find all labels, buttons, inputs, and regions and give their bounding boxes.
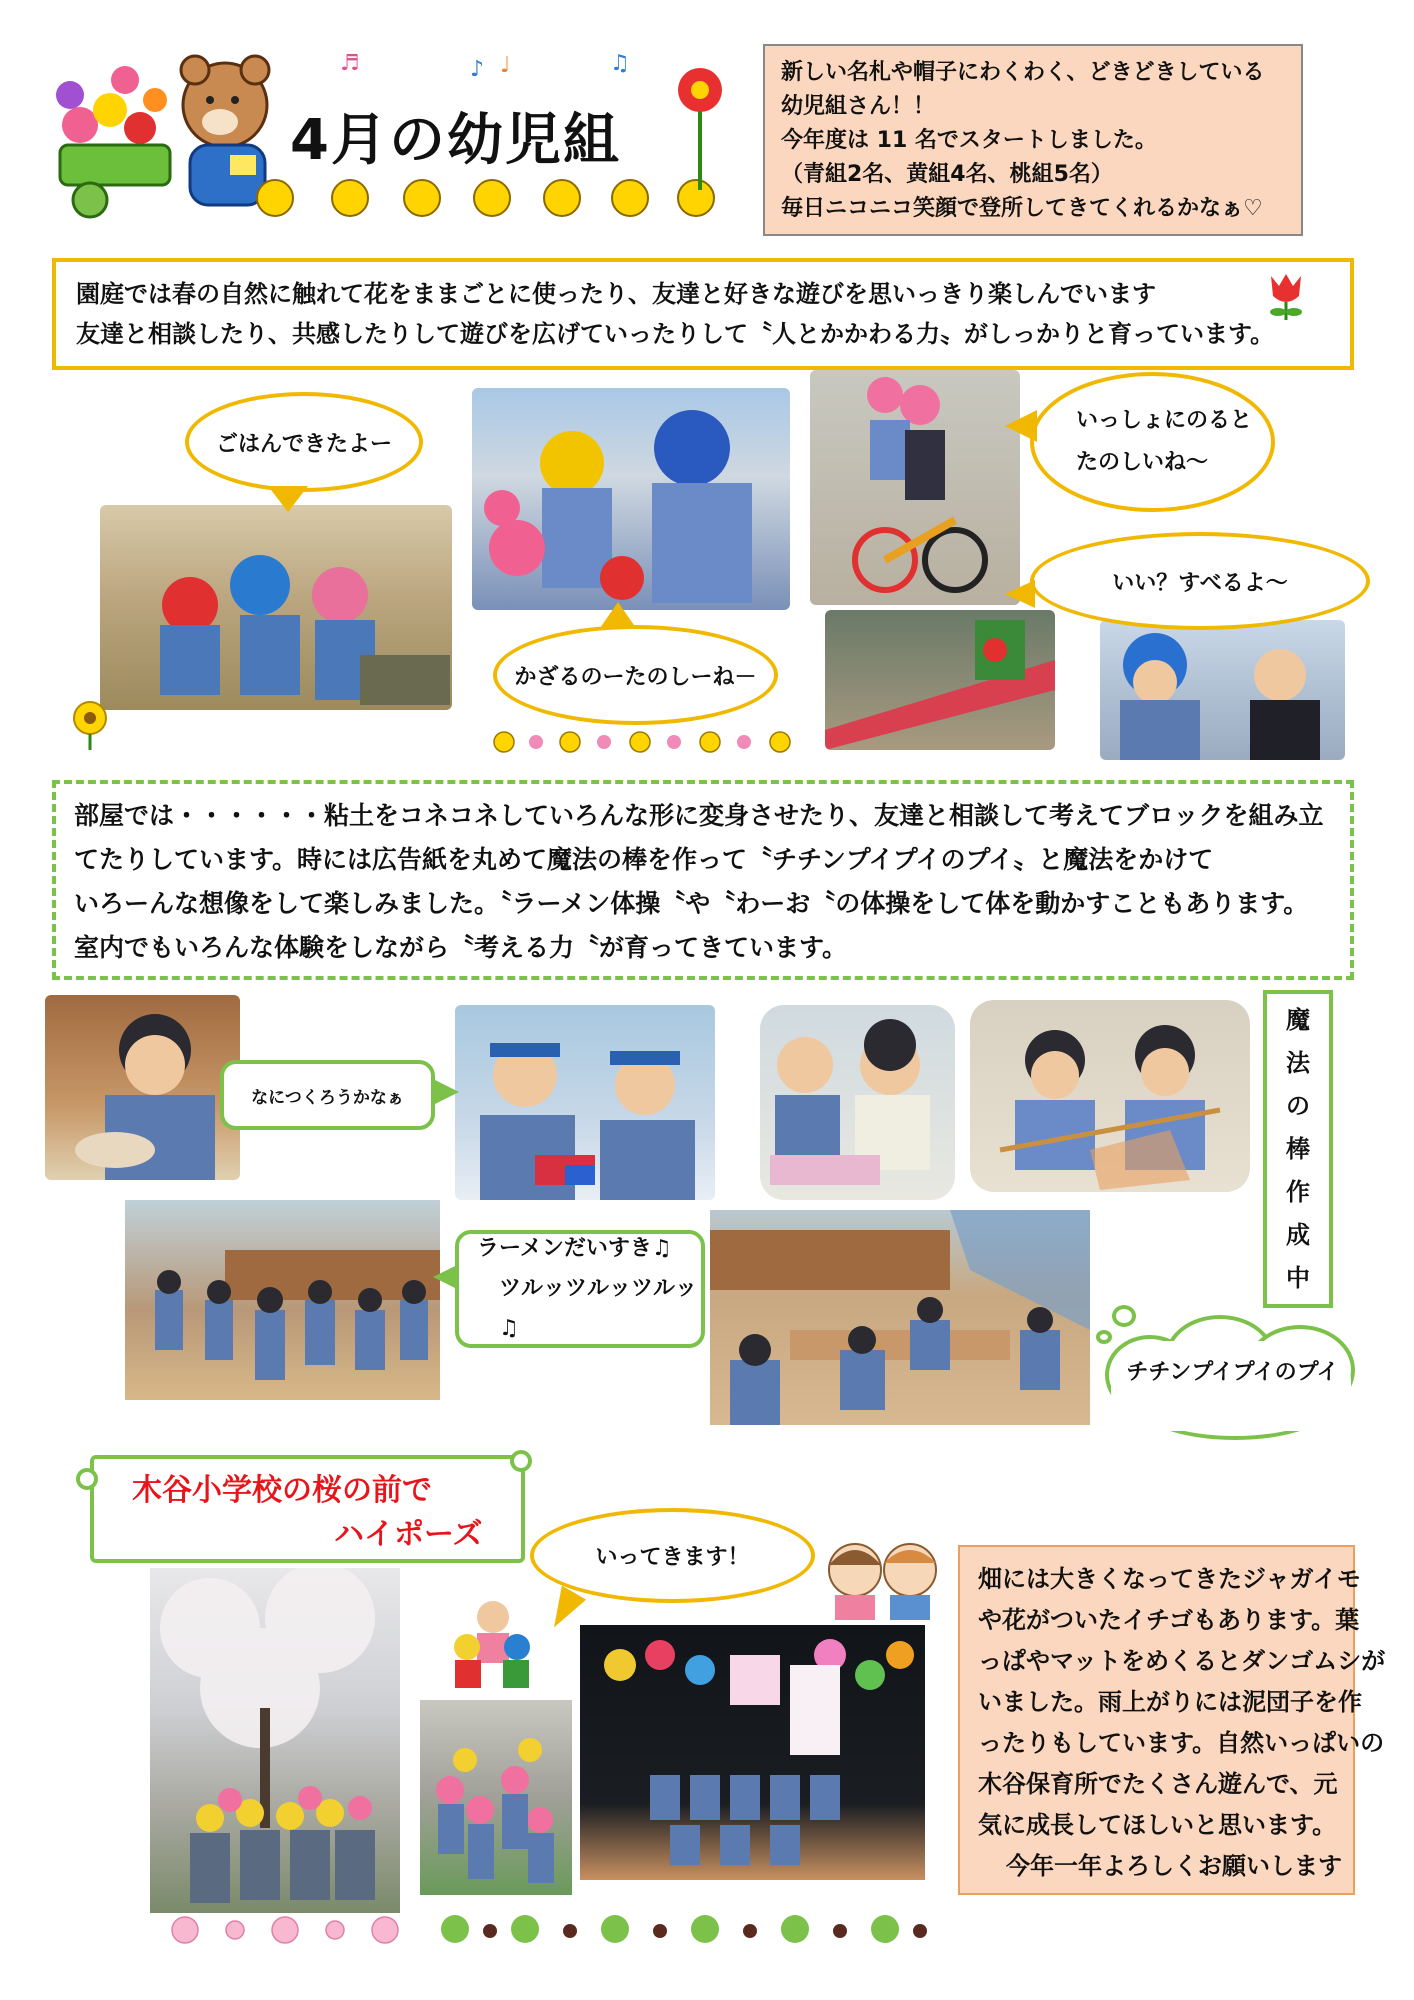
bubble-issho-line2: たのしいね～ bbox=[1076, 450, 1209, 475]
bubble-nani-text: なにつくろうかなぁ bbox=[251, 1087, 404, 1108]
bubble-tail bbox=[268, 486, 308, 512]
bubble-ramen-line2: ツルッツルッツルッ♫ bbox=[499, 1276, 698, 1341]
intro-line: 今年度は 11 名でスタートしました。 bbox=[781, 128, 1157, 153]
bubble-issho bbox=[1030, 372, 1275, 512]
sunflower-icon bbox=[68, 700, 112, 750]
vertical-char: 法 bbox=[1286, 1048, 1310, 1077]
intro-line: 毎日ニコニコ笑顔で登所してきてくれるかなぁ♡ bbox=[781, 196, 1263, 221]
photo-slide bbox=[825, 610, 1055, 750]
field-line: 今年一年よろしくお願いします bbox=[1006, 1852, 1342, 1880]
vertical-char: 棒 bbox=[1286, 1134, 1310, 1163]
room-line: 部屋では・・・・・・粘土をコネコネしていろんな形に変身させたり、友達と相談して考えてブロックを組み立 bbox=[74, 801, 1324, 830]
room-text-box bbox=[52, 780, 1354, 980]
sakura-title-line2: ハイポーズ bbox=[334, 1517, 483, 1552]
svg-text:♬: ♬ bbox=[340, 51, 360, 76]
kids-hats-illustration bbox=[445, 1595, 540, 1690]
sakura-title-line1: 木谷小学校の桜の前で bbox=[132, 1473, 432, 1508]
photo-classroom-tables bbox=[710, 1210, 1090, 1425]
sakura-ribbon bbox=[90, 1455, 525, 1563]
vertical-char: 成 bbox=[1286, 1220, 1310, 1249]
bubble-ramen-line1: ラーメンだいすき♫ bbox=[477, 1236, 672, 1261]
field-text-box bbox=[958, 1545, 1386, 1895]
photo-smiling-kids bbox=[1100, 620, 1345, 760]
vertical-char: 魔 bbox=[1286, 1005, 1310, 1034]
bubble-kazaru bbox=[493, 625, 778, 725]
bubble-ittekimasu bbox=[530, 1508, 815, 1603]
photo-walking bbox=[420, 1700, 572, 1895]
page-title: 4月の幼児組 bbox=[290, 108, 621, 173]
photo-ramen-exercise bbox=[125, 1200, 440, 1400]
sakura-petal-border bbox=[165, 1912, 405, 1948]
photo-flowers bbox=[472, 388, 790, 610]
clover-ant-border bbox=[435, 1905, 935, 1953]
intro-line: （青組2名、黄組4名、桃組5名） bbox=[781, 162, 1113, 187]
bubble-ramen bbox=[455, 1230, 705, 1348]
intro-box bbox=[763, 44, 1303, 236]
cloud-bubble-chichin bbox=[1095, 1305, 1370, 1440]
bubble-tail bbox=[435, 1080, 459, 1104]
field-line: いました。雨上がりには泥団子を作 bbox=[978, 1688, 1362, 1716]
bubble-ittekimasu-text: いってきます！ bbox=[595, 1545, 750, 1570]
tulip-icon bbox=[1265, 270, 1307, 320]
intro-line: 幼児組さん！！ bbox=[781, 94, 936, 119]
photo-magic-1 bbox=[760, 1005, 955, 1200]
svg-text:♪: ♪ bbox=[470, 57, 485, 82]
ribbon-curl bbox=[76, 1468, 98, 1490]
field-line: 木谷保育所でたくさん遊んで、元 bbox=[978, 1770, 1338, 1798]
bubble-nani bbox=[220, 1060, 435, 1130]
ribbon-curl bbox=[510, 1450, 532, 1472]
bubble-tail bbox=[600, 602, 636, 628]
field-line: 畑には大きくなってきたジャガイモ bbox=[978, 1565, 1361, 1593]
photo-blocks bbox=[455, 1005, 715, 1200]
bubble-tail bbox=[433, 1265, 457, 1289]
field-line: ったりもしています。自然いっぱいの bbox=[978, 1729, 1385, 1757]
vertical-char: 中 bbox=[1286, 1263, 1310, 1292]
bubble-suberu-text: いい？すべるよ～ bbox=[1112, 570, 1288, 596]
magic-stick-label bbox=[1263, 990, 1333, 1308]
photo-stage-group bbox=[580, 1625, 925, 1880]
cloud-dot bbox=[1096, 1330, 1112, 1344]
garden-line: 友達と相談したり、共感したりして遊びを広げていったりして〝人とかかわる力〟がしっかりと育っています。 bbox=[76, 320, 1275, 348]
cloud-dot bbox=[1112, 1305, 1136, 1327]
children-illustration bbox=[815, 1535, 945, 1620]
field-line: や花がついたイチゴもあります。葉 bbox=[978, 1606, 1360, 1634]
room-line: てたりしています。時には広告紙を丸めて魔法の棒を作って〝チチンプイプイのプイ〟と魔法をかけて bbox=[74, 845, 1214, 874]
vertical-char: 作 bbox=[1286, 1177, 1310, 1206]
bubble-gohan bbox=[185, 392, 423, 492]
field-line: っぱやマットをめくるとダンゴムシが bbox=[978, 1647, 1386, 1675]
photo-sakura-group bbox=[150, 1568, 400, 1913]
svg-text:♩: ♩ bbox=[500, 53, 511, 78]
bubble-kazaru-text: かざるのーたのしーね－ bbox=[514, 664, 757, 690]
svg-text:♫: ♫ bbox=[610, 51, 630, 76]
cloud-bubble-text: チチンプイプイのプイ bbox=[1126, 1360, 1339, 1385]
intro-line: 新しい名札や帽子にわくわく、どきどきしている bbox=[781, 60, 1265, 85]
photo-sandbox bbox=[100, 505, 452, 710]
photo-magic-2 bbox=[970, 1000, 1250, 1192]
bubble-tail bbox=[1005, 410, 1037, 442]
chick-flower-border bbox=[490, 728, 800, 754]
garden-text-box bbox=[52, 258, 1354, 370]
room-line: いろーんな想像をして楽しみました。〝ラーメン体操〝や〝わーお〝の体操をして体を動かすこともあります。 bbox=[74, 889, 1309, 918]
bubble-suberu bbox=[1030, 532, 1370, 630]
garden-line: 園庭では春の自然に触れて花をままごとに使ったり、友達と好きな遊びを思いっきり楽しんでいます bbox=[76, 280, 1156, 308]
bubble-gohan-text: ごはんできたよー bbox=[215, 431, 392, 457]
bubble-issho-line1: いっしょにのると bbox=[1076, 408, 1253, 433]
vertical-char: の bbox=[1286, 1091, 1310, 1120]
field-line: 気に成長してほしいと思います。 bbox=[978, 1811, 1337, 1839]
room-line: 室内でもいろんな体験をしながら〝考える力〝が育ってきています。 bbox=[74, 933, 848, 962]
photo-clay bbox=[45, 995, 240, 1180]
bubble-tail bbox=[1005, 580, 1035, 608]
photo-bicycle bbox=[810, 370, 1020, 605]
